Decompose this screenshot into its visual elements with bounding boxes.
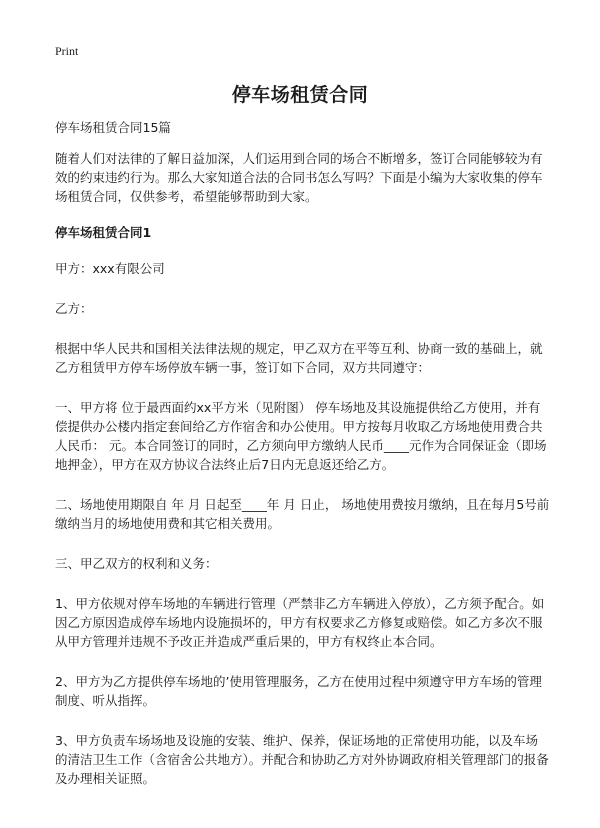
document-subtitle: 停车场租赁合同15篇 — [55, 120, 171, 135]
section-heading: 停车场租赁合同1 — [55, 225, 152, 240]
paragraph-clause-3-heading: 三、甲乙双方的权利和义务： — [55, 556, 218, 571]
paragraph-preamble: 根据中华人民共和国相关法律法规的规定，甲乙双方在平等互利、协商一致的基础上，就乙方租赁甲方停车场停放车辆一事，签订如下合同，双方共同遵守： — [55, 341, 543, 375]
document-body — [55, 118, 550, 809]
paragraph-item-2: 2、甲方为乙方提供停车场地的’使用管理服务，乙方在使用过程中须遵守甲方车场的管理制度、听从指挥。 — [55, 674, 542, 708]
party-a: 甲方：xxx有限公司 — [55, 261, 165, 276]
paragraph-clause-1: 一、甲方将 位于最西面约xx平方米（见附图） 停车场地及其设施提供给乙方使用，并有偿提供办公楼内指定套间给乙方作宿舍和办公使用。甲方按每月收取乙方场地使用费合共人民币： 元。本合同签订的同时，乙方须向甲方缴纳人民币____元作为合同保证金（即场地押金），甲方在双方协议合法终止后7日内无息返还给乙方。 — [55, 400, 547, 472]
paragraph-clause-2: 二、场地使用期限自 年 月 日起至____年 月 日止， 场地使用费按月缴纳，且在每月5号前缴纳当月的场地使用费和其它相关费用。 — [55, 497, 550, 531]
party-b: 乙方： — [55, 301, 93, 316]
print-label: Print — [55, 44, 79, 58]
intro-paragraph: 随着人们对法律的了解日益加深，人们运用到合同的场合不断增多，签订合同能够较为有效的约束违约行为。那么大家知道合法的合同书怎么写吗？下面是小编为大家收集的停车场租赁合同，仅供参考，希望能够帮助到大家。 — [55, 151, 543, 204]
paragraph-item-1: 1、甲方依规对停车场地的车辆进行管理（严禁非乙方车辆进入停放），乙方须予配合。如因乙方原因造成停车场地内设施损坏的，甲方有权要求乙方修复或赔偿。如乙方多次不服从甲方管理并违规不予改正并造成严重后果的，甲方有权终止本合同。 — [55, 596, 545, 649]
paragraph-item-3: 3、甲方负责车场场地及设施的安装、维护、保养，保证场地的正常使用功能，以及车场的清洁卫生工作（含宿舍公共地方）。并配合和协助乙方对外协调政府相关管理部门的报备及办理相关证照。 — [55, 733, 549, 786]
document-title: 停车场租赁合同 — [231, 84, 369, 106]
